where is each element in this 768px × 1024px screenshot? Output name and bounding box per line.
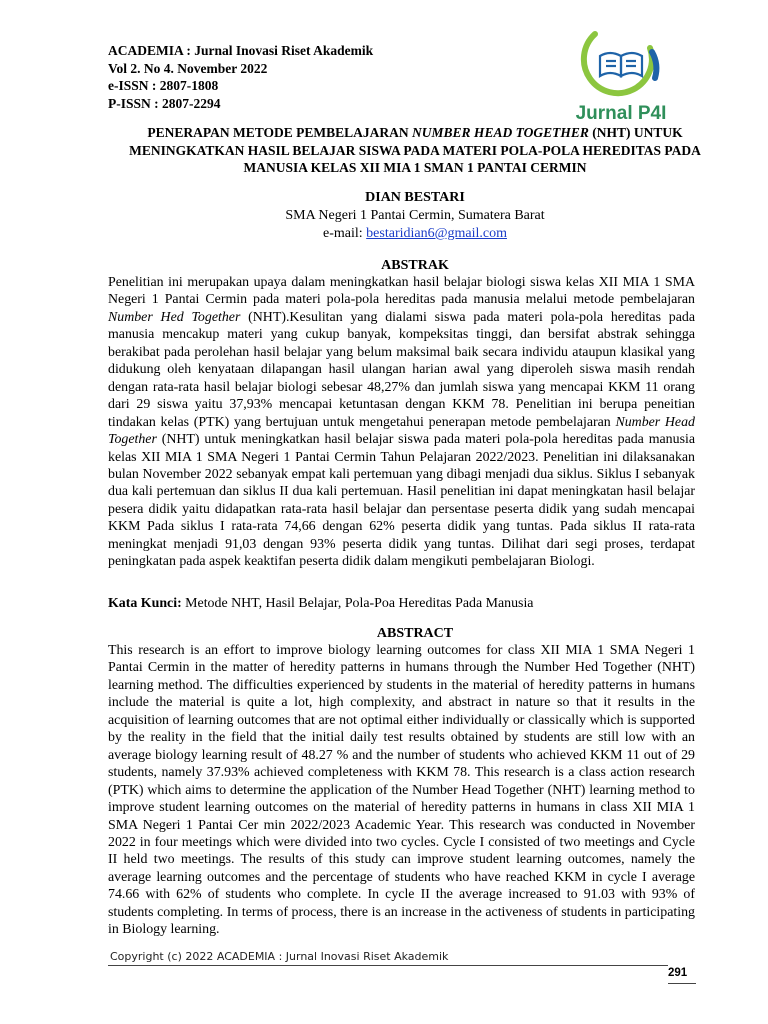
abstrak-heading: ABSTRAK [381,258,449,273]
journal-pissn: P-ISSN : 2807-2294 [108,95,221,111]
author-email-line: e-mail: bestaridian6@gmail.com [323,226,507,241]
journal-name: ACADEMIA : Jurnal Inovasi Riset Akademik [108,43,374,58]
author-affiliation: SMA Negeri 1 Pantai Cermin, Sumatera Barat [285,208,545,223]
page-number: 291 [668,967,688,979]
paper-title: PENERAPAN METODE PEMBELAJARAN NUMBER HEAD TOGETHER (NHT) UNTUK MENINGKATKAN HASIL BELAJAR SISWA PADA MATERI POLA-POLA HEREDITAS PADA MANUSIA KELAS XII MIA 1 SMAN 1 PANTAI CERMIN [129,125,701,175]
author-name: DIAN BESTARI [365,190,465,205]
keywords-value: Metode NHT, Hasil Belajar, Pola-Poa Hereditas Pada Manusia [181,596,534,611]
abstract-heading: ABSTRACT [376,626,454,641]
footer-divider [108,965,668,966]
journal-header [108,42,373,112]
logo-text: Jurnal P4I [575,103,667,124]
abstract-body: This research is an effort to improve biology learning outcomes for class XII MIA 1 SMA Negeri 1 Pantai Cermin in the matter of heredity patterns in humans through the Number Hed Together (NHT) learning method. The difficulties experienced by students in the material of heredity patterns in humans include the material is quite a lot, high complexity, and abstract in nature so that it results in the acquisition of learning outcomes that are not optimal either individually or classically which is supported by the reality in the field that the initial daily test results obtained by students are still low with an average biology learning result of 48.27 % and the number of students who achieved KKM 11 out of 29 students, namely 37.93% achieved completeness with KKM 78. This research is a class action research (PTK) which aims to determine the application of the Number Head Together (NHT) learning method to improve student learning outcomes on the material of heredity patterns in humans in class XII MIA 1 SMA Negeri 1 Pantai Cer min 2022/2023 Academic Year. This research was conducted in November 2022 in four meetings which were divided into two cycles. Cycle I consisted of two meetings and Cycle II held two meetings. The results of this study can improve student learning outcomes, namely the average learning outcomes and the percentage of students who have reached KKM in cycle I average 74.66 with 62% of students who complete. In cycle II the average increased to 91.03 with 93% of students completing. In terms of process, there is an increase in the activeness of students in participating in Biology learning. [108,643,695,938]
keywords-label: Kata Kunci: [108,596,182,611]
open-book-icon [600,53,642,76]
abstrak-body: Penelitian ini merupakan upaya dalam meningkatkan hasil belajar biologi siswa kelas XII MIA 1 SMA Negeri 1 Pantai Cermin pada materi pola-pola hereditas pada manusia melalui metode pembelajaran Number Hed Together (NHT).Kesulitan yang dialami siswa pada materi pola-pola hereditas pada manusia mencakup materi yang cukup banyak, kompeksitas tinggi, dan bersifat abstrak sehingga berakibat pada perolehan hasil belajar yang belum maksimal baik secara individu ataupun klasikal yang didukung oleh kenyataan dilapangan hasil ulangan harian awal yang diperoleh siswa masih rendah dengan rata-rata hasil belajar biologi sebesar 48,27% dan jumlah siswa yang mencapai KKM 11 orang dari 29 siswa yaitu 37,93% mencapai ketuntasan dengan KKM 78. Penelitian ini berupa peneitian tindakan kelas (PTK) yang bertujuan untuk mengetahui penerapan metode pembelajaran Number Head Together (NHT) untuk meningkatkan hasil belajar siswa pada materi pola-pola hereditas pada manusia kelas XII MIA 1 SMA Negeri 1 Pantai Cermin Tahun Pelajaran 2022/2023. Penelitian ini dilaksanakan bulan November 2022 sebanyak empat kali pertemuan yang dibagi menjadi dua siklus. Siklus I sebanyak dua kali pertemuan dan siklus II dua kali pertemuan. Hasil penelitian ini dapat meningkatan hasil belajar pesera didik yaitu didapatkan rata-rata hasil belajar dan persentase peserta didik yang sudah mencapai KKM Pada siklus I rata-rata 74,66 dengan 62% peserta didik yang tuntas. Pada siklus II rata-rata meningkat menjadi 91,03 dengan 93% peserta didik yang tuntas. Dilihat dari segi proses, terdapat peningkatan pada aspek keaktifan peserta didik dalam mengikuti pembelajaran Biologi. [108,275,695,570]
copyright-notice: Copyright (c) 2022 ACADEMIA : Jurnal Inovasi Riset Akademik [110,950,449,963]
journal-logo [562,26,680,126]
page-number-underline [668,983,696,984]
keywords [108,596,708,612]
author-email-link[interactable]: bestaridian6@gmail.com [366,226,507,241]
journal-eissn: e-ISSN : 2807-1808 [108,78,219,93]
journal-volume: Vol 2. No 4. November 2022 [108,60,268,76]
